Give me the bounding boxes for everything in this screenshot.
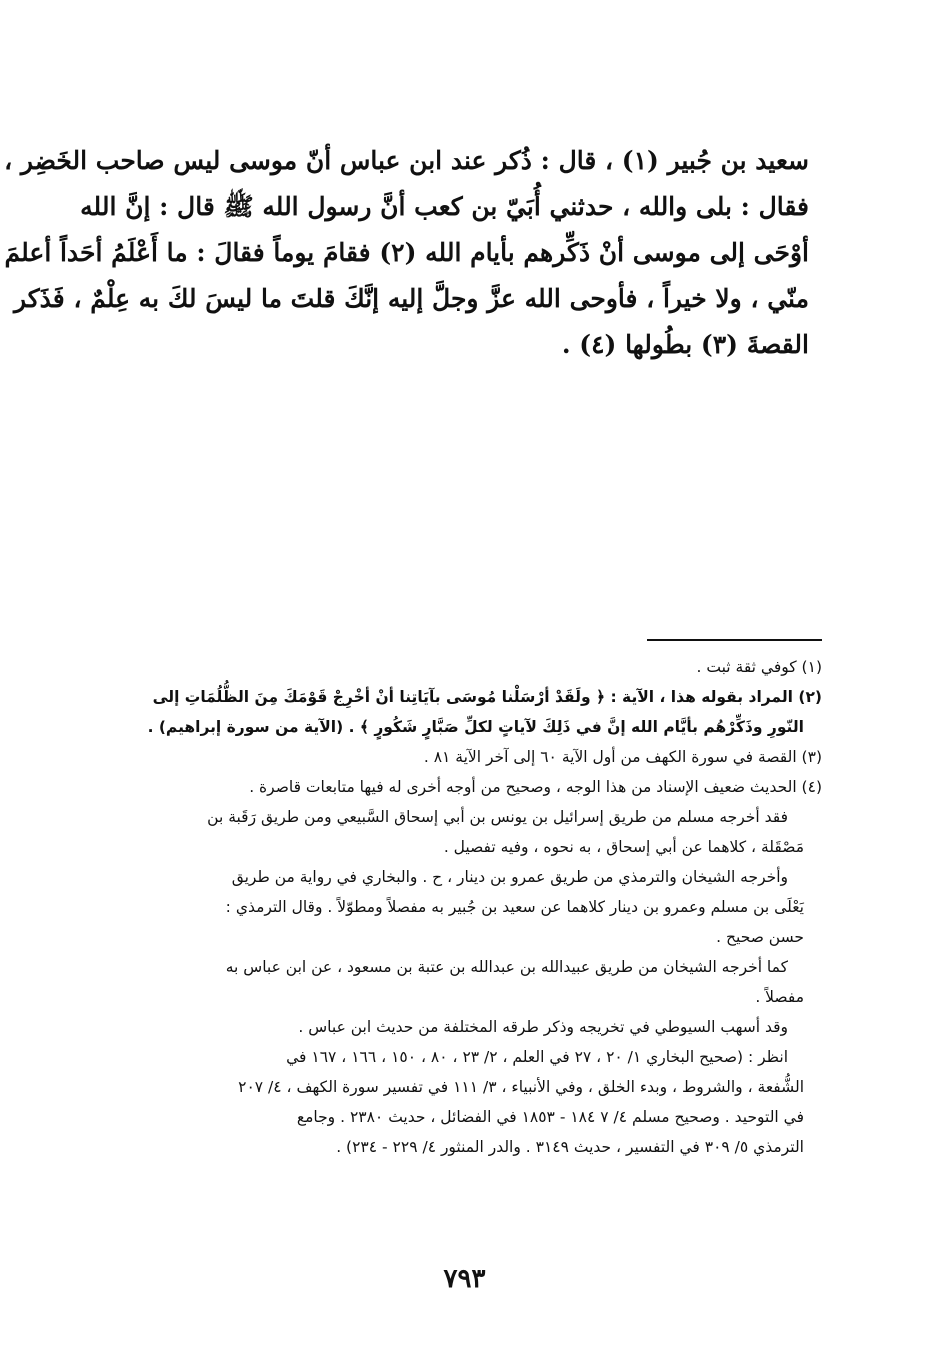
footnote-line: فقد أخرجه مسلم من طريق إسرائيل بن يونس بن أبي إسحاق السَّبيعي ومن طريق رَقَبة بن xyxy=(207,808,788,826)
footnote-line: مفصلاً . xyxy=(755,988,804,1006)
page-number: ٧٩٣ xyxy=(443,1264,486,1294)
footnote-line: وقد أسهب السيوطي في تخريجه وذكر طرقه المختلفة من حديث ابن عباس . xyxy=(298,1018,788,1036)
main-text-line: منّي ، ولا خيراً ، فأوحى الله عزَّ وجلَّ إليه إنَّكَ قلتَ ما ليسَ لكَ به عِلْمٌ ، فَذَكر xyxy=(13,284,809,313)
footnote-line: مَصْقَلة ، كلاهما عن أبي إسحاق ، به نحوه ، وفيه تفصيل . xyxy=(443,838,804,856)
footnote-line: (١) كوفي ثقة ثبت . xyxy=(696,658,822,676)
main-text-line: فقال : بلى والله ، حدثني أُبَيّ بن كعب أنَّ رسول الله ﷺ قال : إنَّ الله xyxy=(80,192,809,221)
main-text-line: القصةَ (٣) بطُولها (٤) . xyxy=(561,330,809,359)
main-text-line: أوْحَى إلى موسى أنْ ذَكِّرهم بأيام الله (٢) فقامَ يوماً فقالَ : ما أَعْلَمُ أحَداً أعلمَ xyxy=(4,238,809,267)
footnote-line: في التوحيد . وصحيح مسلم ٤/ ٧ ١٨٤ - ١٨٥٣ في الفضائل ، حديث ٢٣٨٠ . وجامع xyxy=(296,1108,804,1126)
main-text-line: سعيد بن جُبير (١) ، قال : ذُكر عند ابن عباس أنّ موسى ليس صاحب الخَضِر ، xyxy=(4,146,809,175)
footnote-line: الترمذي ٥/ ٣٠٩ في التفسير ، حديث ٣١٤٩ . والدر المنثور ٤/ ٢٢٩ - ٢٣٤) . xyxy=(336,1138,804,1156)
footnote-separator-rule xyxy=(647,639,822,641)
footnote-line: الشُّفعة ، والشروط ، وبدء الخلق ، وفي الأنبياء ، ٣/ ١١١ في تفسير سورة الكهف ، ٤/ ٢٠٧ xyxy=(238,1078,804,1096)
main-text-block xyxy=(4,138,809,368)
footnote-line: انظر : (صحيح البخاري ١/ ٢٠ ، ٢٧ في العلم ، ٢/ ٢٣ ، ٨٠ ، ١٥٠ ، ١٦٦ ، ١٦٧ في xyxy=(286,1048,788,1066)
footnote-line: (٤) الحديث ضعيف الإسناد من هذا الوجه ، وصحيح من أوجه أخرى له فيها متابعات قاصرة . xyxy=(249,778,822,796)
footnote-line: (٣) القصة في سورة الكهف من أول الآية ٦٠ إلى آخر الآية ٨١ . xyxy=(423,748,822,766)
footnote-line: يَعْلَى بن مسلم وعمرو بن دينار كلاهما عن سعيد بن جُبير به مفصلاً ومطوّلاً . وقال الترمذي : xyxy=(225,898,804,916)
footnote-line: النّورِ وذَكِّرْهُم بأيَّام الله إنَّ في ذَلِكَ لآياتٍ لكلِّ صَبَّارٍ شَكُورٍ ﴾ . (الآية من سورة إبراهيم) . xyxy=(147,718,804,736)
footnote-line: (٢) المراد بقوله هذا ، الآية : ﴿ ولَقَدْ أرْسَلْنا مُوسَى بآيَاتِنا أنْ أخْرِجْ قَوْمَكَ مِنَ الظُّلُمَاتِ إلى xyxy=(152,688,822,706)
footnotes-block xyxy=(130,652,822,1162)
footnote-line: وأخرجه الشيخان والترمذي من طريق عمرو بن دينار ، ح . والبخاري في رواية من طريق xyxy=(231,868,788,886)
footnote-line: كما أخرجه الشيخان من طريق عبيدالله بن عبدالله بن عتبة بن مسعود ، عن ابن عباس به xyxy=(225,958,788,976)
footnote-line: حسن صحيح . xyxy=(716,928,804,946)
